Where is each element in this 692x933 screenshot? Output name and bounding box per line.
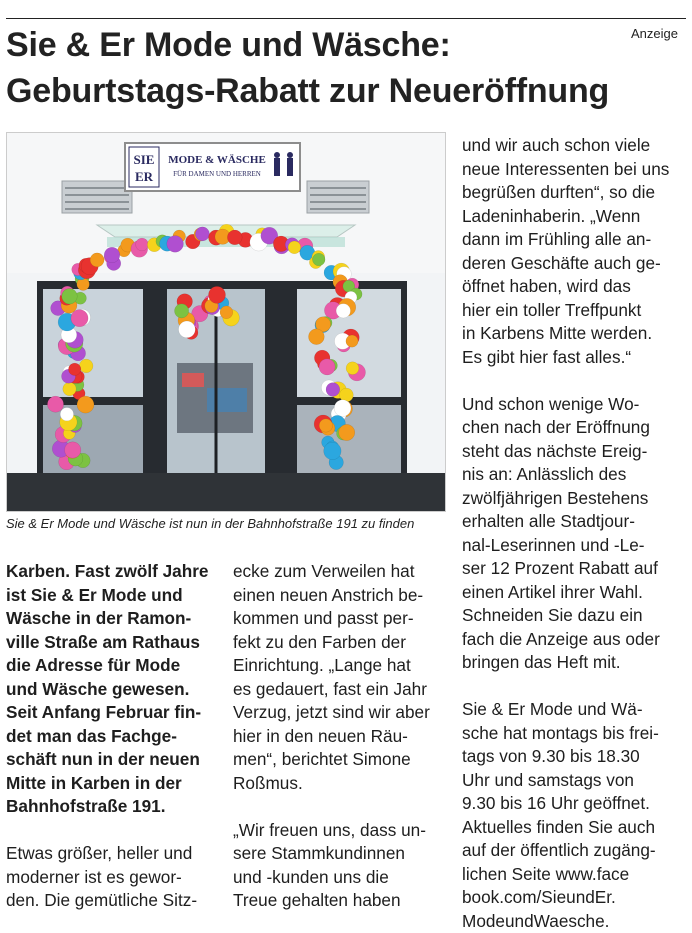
store-sign: [125, 143, 300, 191]
top-rule: [6, 18, 686, 19]
body-line: und -kunden uns die: [233, 866, 448, 890]
lead-line: Karben. Fast zwölf Jahre: [6, 560, 216, 584]
balloon: [104, 247, 120, 263]
body-line: auf der öffentlich zugäng-: [462, 839, 687, 863]
body-line: sere Stammkundinnen: [233, 842, 448, 866]
balloon: [62, 289, 78, 305]
headline-line-2: Geburtstags-Rabatt zur Neueröffnung: [6, 72, 609, 110]
balloon: [209, 286, 226, 303]
body-line: in Karbens Mitte werden.: [462, 322, 687, 346]
body-line: ModeundWaesche.: [462, 910, 687, 933]
lead-line: Mitte in Karben in der: [6, 772, 216, 796]
body-line: nis an: Anlässlich des: [462, 463, 687, 487]
body-line: zwölfjährigen Bestehens: [462, 487, 687, 511]
body-line: fekt zu den Farben der: [233, 631, 448, 655]
body-line: neue Interessenten bei uns: [462, 158, 687, 182]
sign-logo-bottom: ER: [135, 169, 154, 184]
body-paragraph: [462, 393, 687, 675]
balloon: [288, 241, 301, 254]
lead-paragraph: [6, 560, 216, 819]
balloon: [336, 304, 350, 318]
balloon: [47, 396, 63, 412]
balloon: [313, 253, 326, 266]
body-line: und wir auch schon viele: [462, 134, 687, 158]
body-line: moderner ist es gewor-: [6, 866, 216, 890]
lead-line: Wäsche in der Ramon-: [6, 607, 216, 631]
body-line: hier in den neuen Räu-: [233, 725, 448, 749]
balloon: [175, 304, 189, 318]
lead-line: Seit Anfang Februar fin-: [6, 701, 216, 725]
body-line: Es gibt hier fast alles.“: [462, 346, 687, 370]
balloon: [179, 321, 196, 338]
body-line: einen Artikel ihrer Wahl.: [462, 581, 687, 605]
body-line: kommen und passt per-: [233, 607, 448, 631]
body-line: deren Geschäfte auch ge-: [462, 252, 687, 276]
balloon: [326, 383, 340, 397]
balloon: [77, 396, 94, 413]
advertisement-label: Anzeige: [631, 26, 678, 41]
body-paragraph: [6, 842, 216, 913]
body-line: Sie & Er Mode und Wä-: [462, 698, 687, 722]
balloon: [346, 335, 358, 347]
photo-caption: Sie & Er Mode und Wäsche ist nun in der Bahnhofstraße 191 zu finden: [6, 515, 450, 533]
body-line: den. Die gemütliche Sitz-: [6, 889, 216, 913]
body-line: steht das nächste Ereig-: [462, 440, 687, 464]
body-line: Ladeninhaberin. „Wenn: [462, 205, 687, 229]
body-line: Schneiden Sie dazu ein: [462, 604, 687, 628]
body-line: begrüßen durften“, so die: [462, 181, 687, 205]
column-1: [6, 560, 216, 913]
balloon: [167, 236, 184, 253]
body-line: Roßmus.: [233, 772, 448, 796]
lead-line: Bahnhofstraße 191.: [6, 795, 216, 819]
balloon: [319, 419, 332, 432]
body-line: „Wir freuen uns, dass un-: [233, 819, 448, 843]
balloon: [220, 306, 233, 319]
body-line: hier ein toller Treffpunkt: [462, 299, 687, 323]
balloon: [334, 400, 351, 417]
headline-line-1: Sie & Er Mode und Wäsche:: [6, 26, 451, 64]
column-2: [233, 560, 448, 913]
body-line: einen neuen Anstrich be-: [233, 584, 448, 608]
balloon: [195, 227, 209, 241]
balloon: [324, 442, 341, 459]
balloon: [65, 442, 81, 458]
body-line: 9.30 bis 16 Uhr geöffnet.: [462, 792, 687, 816]
body-line: ecke zum Verweilen hat: [233, 560, 448, 584]
body-paragraph: [233, 819, 448, 913]
lead-line: schäft nun in der neuen: [6, 748, 216, 772]
balloon: [71, 310, 88, 327]
column-3: [462, 134, 687, 933]
balloon: [339, 424, 355, 440]
lead-line: die Adresse für Mode: [6, 654, 216, 678]
balloon: [319, 359, 335, 375]
body-paragraph: [462, 134, 687, 369]
sign-title: MODE & WÄSCHE: [168, 153, 266, 166]
body-line: lichen Seite www.face: [462, 863, 687, 887]
body-line: Uhr und samstags von: [462, 769, 687, 793]
sign-logo-top: SIE: [134, 152, 155, 167]
body-paragraph: [462, 698, 687, 933]
body-line: es gedauert, fast ein Jahr: [233, 678, 448, 702]
body-line: öffnet haben, wird das: [462, 275, 687, 299]
body-line: ser 12 Prozent Rabatt auf: [462, 557, 687, 581]
lead-line: ist Sie & Er Mode und: [6, 584, 216, 608]
body-line: Einrichtung. „Lange hat: [233, 654, 448, 678]
storefront-photo: [6, 132, 446, 512]
balloon: [346, 362, 359, 375]
body-line: Treue gehalten haben: [233, 889, 448, 913]
body-line: fach die Anzeige aus oder: [462, 628, 687, 652]
body-line: chen nach der Eröffnung: [462, 416, 687, 440]
balloon: [79, 359, 93, 373]
lead-line: und Wäsche gewesen.: [6, 678, 216, 702]
body-line: dann im Frühling alle an-: [462, 228, 687, 252]
body-line: Aktuelles finden Sie auch: [462, 816, 687, 840]
body-line: men“, berichtet Simone: [233, 748, 448, 772]
lead-line: det man das Fachge-: [6, 725, 216, 749]
body-line: sche hat montags bis frei-: [462, 722, 687, 746]
body-line: nal-Leserinnen und -Le-: [462, 534, 687, 558]
body-line: tags von 9.30 bis 18.30: [462, 745, 687, 769]
balloon: [69, 363, 81, 375]
balloon: [136, 238, 149, 251]
balloon: [309, 329, 325, 345]
lead-line: ville Straße am Rathaus: [6, 631, 216, 655]
balloon: [227, 230, 242, 245]
body-line: Verzug, jetzt sind wir aber: [233, 701, 448, 725]
body-line: Etwas größer, heller und: [6, 842, 216, 866]
body-line: bringen das Heft mit.: [462, 651, 687, 675]
body-line: erhalten alle Stadtjour-: [462, 510, 687, 534]
headline: [6, 22, 636, 114]
sign-subtitle: FÜR DAMEN UND HERREN: [173, 170, 261, 178]
body-paragraph: [233, 560, 448, 795]
body-line: book.com/SieundEr.: [462, 886, 687, 910]
balloon: [60, 408, 73, 421]
balloon: [90, 253, 104, 267]
balloon: [63, 382, 76, 395]
body-line: Und schon wenige Wo-: [462, 393, 687, 417]
